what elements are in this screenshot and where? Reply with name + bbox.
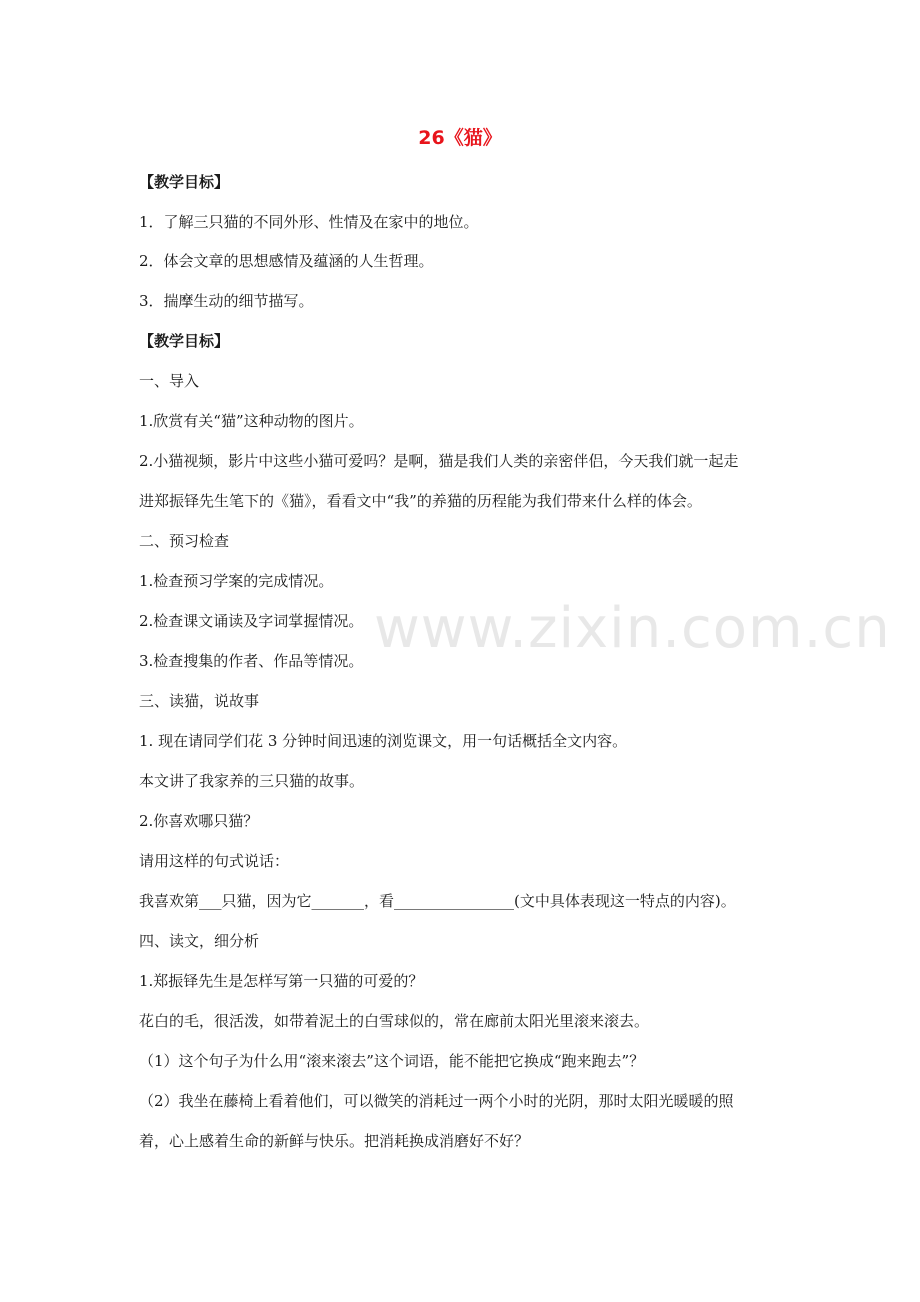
part-heading-intro: 一、导入 <box>139 372 200 390</box>
paragraph: 2.你喜欢哪只猫？ <box>139 812 259 830</box>
question-2: （2）我坐在藤椅上看着他们，可以微笑的消耗过一两个小时的光阴，那时太阳光暖暖的照 <box>139 1092 734 1110</box>
paragraph: 1.检查预习学案的完成情况。 <box>139 572 334 590</box>
sentence-pattern: 我喜欢第___只猫，因为它_______，看________________(文中具体表现这一特点的内容)。 <box>139 892 736 910</box>
goal-item-2: 2．体会文章的思想感情及蕴涵的人生哲理。 <box>139 252 434 270</box>
part-heading-read-cat: 三、读猫，说故事 <box>139 692 260 710</box>
document-title: 26《猫》 <box>418 127 502 149</box>
paragraph: 1.郑振铎先生是怎样写第一只猫的可爱的？ <box>139 972 424 990</box>
paragraph: 花白的毛，很活泼，如带着泥土的白雪球似的，常在廊前太阳光里滚来滚去。 <box>139 1012 650 1030</box>
paragraph: 2.小猫视频，影片中这些小猫可爱吗？是啊，猫是我们人类的亲密伴侣，今天我们就一起走 <box>139 452 739 470</box>
part-heading-detail-analysis: 四、读文，细分析 <box>139 932 260 950</box>
goal-item-1: 1．了解三只猫的不同外形、性情及在家中的地位。 <box>139 213 479 231</box>
paragraph: 本文讲了我家养的三只猫的故事。 <box>139 772 365 790</box>
paragraph: 1.欣赏有关“猫”这种动物的图片。 <box>139 412 364 430</box>
goal-item-3: 3．揣摩生动的细节描写。 <box>139 292 314 310</box>
part-heading-preview-check: 二、预习检查 <box>139 532 230 550</box>
section-heading-teaching-process: 【教学目标】 <box>139 332 230 350</box>
section-heading-teaching-goals: 【教学目标】 <box>139 173 230 191</box>
paragraph: 1. 现在请同学们花 3 分钟时间迅速的浏览课文，用一句话概括全文内容。 <box>139 732 628 750</box>
question-1: （1）这个句子为什么用“滚来滚去”这个词语，能不能把它换成“跑来跑去”？ <box>139 1052 645 1070</box>
watermark: www.zixin.com.cn <box>374 596 891 661</box>
paragraph: 2.检查课文诵读及字词掌握情况。 <box>139 612 364 630</box>
paragraph: 进郑振铎先生笔下的《猫》，看看文中“我”的养猫的历程能为我们带来什么样的体会。 <box>139 492 702 510</box>
paragraph: 3.检查搜集的作者、作品等情况。 <box>139 652 364 670</box>
question-2-continued: 着，心上感着生命的新鲜与快乐。把消耗换成消磨好不好？ <box>139 1132 530 1150</box>
paragraph: 请用这样的句式说话： <box>139 852 290 870</box>
